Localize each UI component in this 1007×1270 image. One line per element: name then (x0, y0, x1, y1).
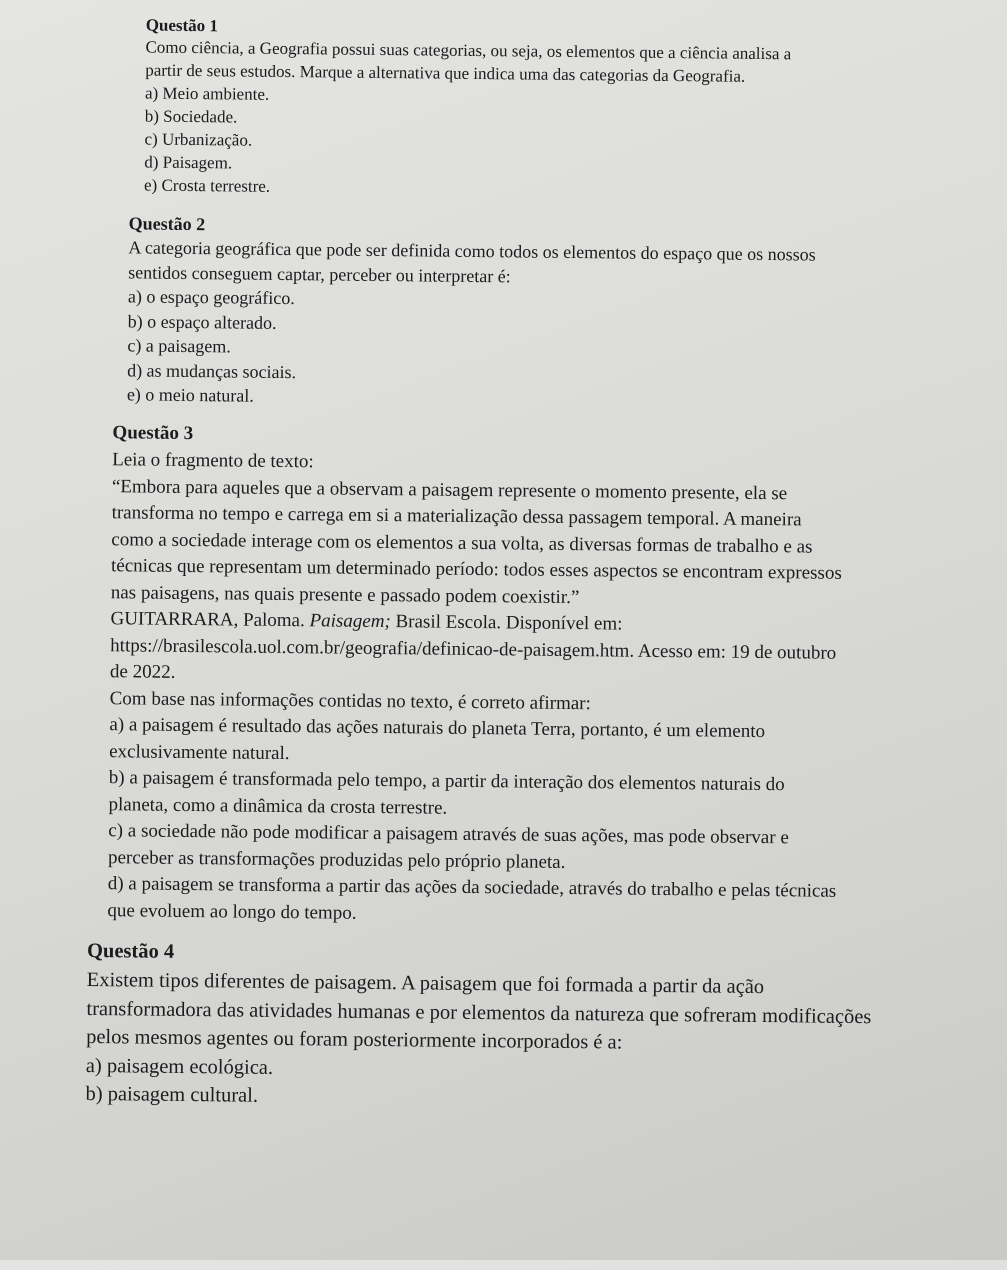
question-3-quote-line-3: como a sociedade interage com os elementos a sua volta, as diversas formas de trabalho e as (111, 528, 813, 558)
question-2-option-a: a) o espaço geográfico. (127, 286, 295, 309)
question-3-prompt: Com base nas informações contidas no texto, é correto afirmar: (109, 687, 591, 714)
question-2-statement-line-1: A categoria geográfica que pode ser definida como todos os elementos do espaço que os nossos (128, 237, 816, 265)
question-3 (107, 419, 843, 932)
question-3-option-b-line-2: planeta, como a dinâmica da crosta terrestre. (108, 793, 448, 819)
question-1-option-e: e) Crosta terrestre. (143, 175, 271, 196)
question-4-option-a: a) paisagem ecológica. (85, 1054, 274, 1079)
question-3-option-a-line-2: exclusivamente natural. (109, 740, 290, 764)
question-3-quote-line-1: “Embora para aqueles que a observam a paisagem represente o momento presente, ela se (111, 475, 788, 504)
question-3-option-a-line-1: a) a paisagem é resultado das ações naturais do planeta Terra, portanto, é um elemento (109, 714, 766, 743)
question-3-quote-line-2: transforma no tempo e carrega em si a materialização dessa passagem temporal. A maneira (111, 502, 802, 531)
question-3-title: Questão 3 (112, 422, 194, 445)
question-4-statement-line-3: pelos mesmos agentes ou foram posteriormente incorporados é a: (86, 1025, 623, 1054)
question-2-option-b: b) o espaço alterado. (127, 310, 277, 333)
question-3-citation-url: https://brasilescola.uol.com.br/geografia/definicao-de-paisagem.htm. Acesso em: 19 de outubro (110, 634, 837, 664)
question-2-option-c: c) a paisagem. (127, 335, 231, 357)
citation-work-title: Paisagem; (309, 610, 391, 633)
question-1-option-a: a) Meio ambiente. (144, 83, 270, 104)
question-4-statement-line-2: transformadora das atividades humanas e por elementos da natureza que sofreram modificações (86, 997, 872, 1028)
question-3-quote-line-5: nas paisagens, nas quais presente e passado podem coexistir.” (110, 581, 580, 608)
question-4 (85, 936, 872, 1117)
question-3-option-c-line-2: perceber as transformações produzidas pelo próprio planeta. (107, 846, 566, 873)
question-1-title: Questão 1 (145, 15, 219, 36)
question-4-statement-line-1: Existem tipos diferentes de paisagem. A paisagem que foi formada a partir da ação (86, 968, 765, 999)
question-1-option-d: d) Paisagem. (144, 152, 233, 173)
question-3-quote-line-4: técnicas que representam um determinado período: todos esses aspectos se encontram expressos (110, 555, 842, 584)
question-2-option-e: e) o meio natural. (126, 384, 254, 406)
question-1 (144, 16, 792, 204)
question-4-title: Questão 4 (86, 939, 175, 963)
question-3-option-d-line-2: que evoluem ao longo do tempo. (107, 899, 357, 924)
question-2-statement-line-2: sentidos conseguem captar, perceber ou interpretar é: (128, 261, 511, 286)
question-2-title: Questão 2 (128, 213, 206, 235)
citation-source: Brasil Escola. Disponível em: (390, 611, 623, 635)
question-2-option-d: d) as mudanças sociais. (127, 359, 297, 382)
question-1-option-c: c) Urbanização. (144, 129, 253, 150)
question-3-citation-year: de 2022. (109, 661, 176, 683)
question-3-option-b-line-1: b) a paisagem é transformada pelo tempo, a partir da interação dos elementos naturais do (108, 767, 785, 796)
question-3-option-c-line-1: c) a sociedade não pode modificar a paisagem através de suas ações, mas pode observar e (108, 820, 789, 849)
question-4-option-b: b) paisagem cultural. (85, 1082, 259, 1107)
question-3-intro: Leia o fragmento de texto: (112, 449, 314, 473)
citation-author: GUITARRARA, Paloma. (110, 608, 310, 632)
question-1-statement-line-1: Como ciência, a Geografia possui suas categorias, ou seja, os elementos que a ciência analisa a (145, 37, 792, 64)
question-1-statement-line-2: partir de seus estudos. Marque a alternativa que indica uma das categorias da Geografia. (145, 60, 746, 86)
question-2 (127, 211, 816, 414)
question-3-option-d-line-1: d) a paisagem se transforma a partir das ações da sociedade, através do trabalho e pelas técnicas (107, 873, 837, 902)
question-1-option-b: b) Sociedade. (144, 106, 238, 127)
